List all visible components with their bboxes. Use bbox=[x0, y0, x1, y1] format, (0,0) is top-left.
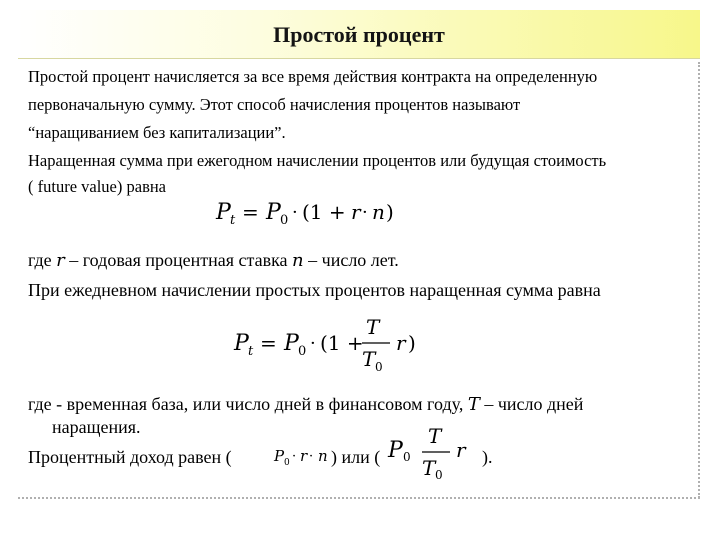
where-r-n-mid: – годовая процентная ставка bbox=[64, 250, 293, 270]
formula-future-value bbox=[212, 193, 402, 229]
svg-text:·: · bbox=[292, 449, 297, 464]
svg-text:): ) bbox=[386, 200, 394, 224]
svg-text:0: 0 bbox=[284, 458, 290, 468]
svg-text:P: P bbox=[284, 331, 299, 356]
svg-text:P: P bbox=[216, 200, 231, 225]
svg-text:n: n bbox=[372, 200, 385, 224]
svg-text:(1 +: (1 + bbox=[320, 331, 364, 355]
svg-text:): ) bbox=[408, 331, 416, 355]
svg-text:r: r bbox=[300, 447, 308, 465]
income-prefix: Процентный доход равен ( bbox=[28, 447, 232, 467]
svg-text:·: · bbox=[310, 333, 316, 354]
svg-text:t: t bbox=[230, 213, 236, 228]
variable-r: r bbox=[56, 250, 65, 271]
svg-text:P: P bbox=[388, 438, 403, 463]
svg-text:T: T bbox=[428, 425, 442, 448]
formula-daily-accrual bbox=[230, 314, 430, 374]
svg-text:n: n bbox=[318, 447, 328, 465]
svg-text:P: P bbox=[234, 331, 249, 356]
svg-text:·: · bbox=[292, 202, 298, 223]
svg-text:·: · bbox=[362, 202, 368, 223]
para2-line2: ( future value) равна bbox=[28, 177, 167, 196]
svg-text:·: · bbox=[309, 449, 314, 464]
slide-title: Простой процент bbox=[273, 22, 445, 47]
variable-T: T bbox=[467, 394, 480, 415]
svg-text:0: 0 bbox=[435, 468, 443, 482]
svg-text:0: 0 bbox=[403, 450, 411, 464]
svg-text:=: = bbox=[242, 200, 259, 224]
svg-text:0: 0 bbox=[280, 213, 289, 228]
svg-text:0: 0 bbox=[375, 360, 383, 374]
title-bar bbox=[18, 10, 700, 59]
svg-text:=: = bbox=[260, 331, 277, 355]
svg-text:(1 +: (1 + bbox=[302, 200, 346, 224]
daily-accrual-line: При ежедневном начислении простых процентов наращенная сумма равна bbox=[28, 280, 601, 300]
dotted-border-right bbox=[698, 62, 700, 498]
formula-income-daily bbox=[386, 425, 478, 483]
svg-text:P: P bbox=[266, 200, 281, 225]
svg-text:r: r bbox=[456, 438, 466, 462]
para1-line3: “наращиванием без капитализации”. bbox=[28, 123, 286, 142]
income-mid: ) или ( bbox=[331, 447, 381, 467]
dotted-border-bottom bbox=[18, 497, 700, 499]
income-suffix: ). bbox=[482, 447, 493, 467]
svg-text:r: r bbox=[351, 200, 361, 224]
svg-text:0: 0 bbox=[298, 344, 307, 359]
svg-text:r: r bbox=[396, 331, 406, 355]
svg-text:T: T bbox=[362, 347, 376, 371]
para1-line1: Простой процент начисляется за все время действия контракта на определенную bbox=[28, 67, 598, 86]
variable-n: n bbox=[292, 250, 304, 271]
where-r-n-suffix: – число лет. bbox=[303, 250, 399, 270]
where-base-line2: наращения. bbox=[52, 417, 141, 437]
where-r-n-line bbox=[28, 250, 399, 271]
svg-text:T: T bbox=[366, 315, 380, 339]
where-base-suffix: – число дней bbox=[479, 394, 584, 414]
svg-text:P: P bbox=[274, 447, 285, 465]
where-base-prefix: где - временная база, или число дней в финансовом году, bbox=[28, 394, 468, 414]
svg-text:T: T bbox=[422, 456, 436, 480]
where-r-n-prefix: где bbox=[28, 250, 57, 270]
para1-line2: первоначальную сумму. Этот способ начисления процентов называют bbox=[28, 95, 521, 114]
formula-income-simple bbox=[272, 444, 336, 468]
svg-text:t: t bbox=[248, 344, 254, 359]
para2-line1: Наращенная сумма при ежегодном начислении процентов или будущая стоимость bbox=[28, 151, 607, 170]
where-base-line1 bbox=[28, 394, 583, 415]
